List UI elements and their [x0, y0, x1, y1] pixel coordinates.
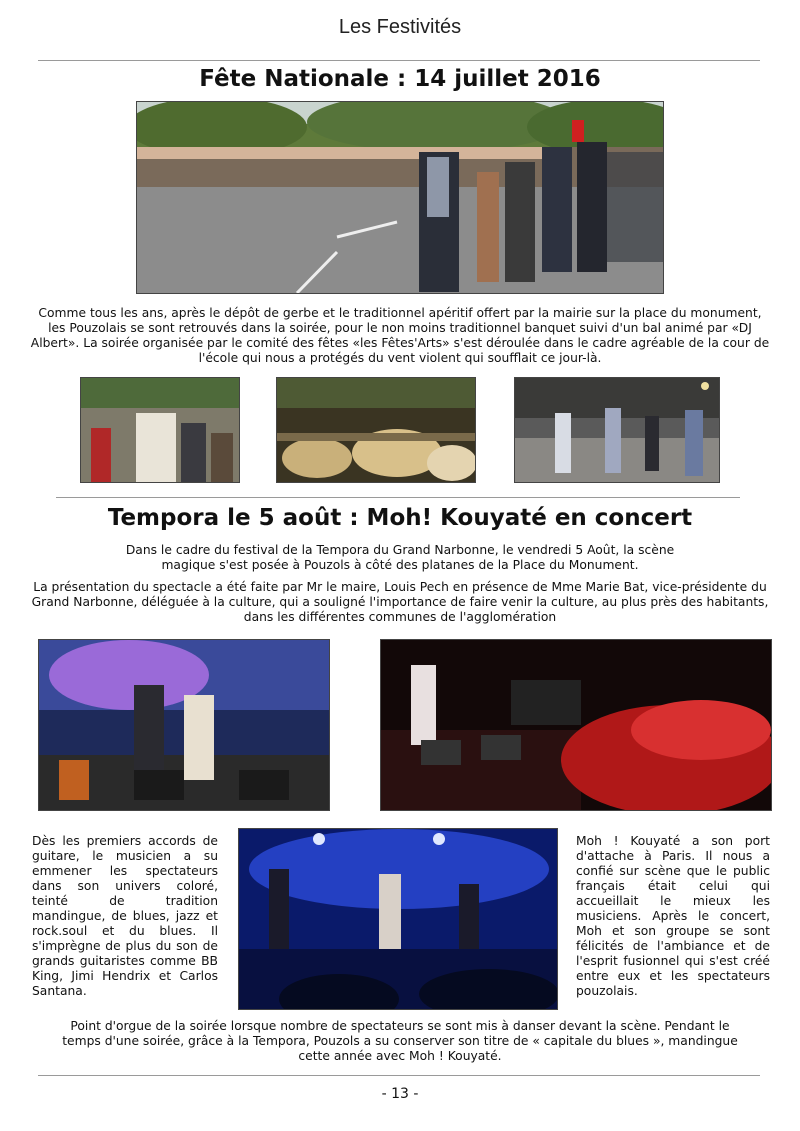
- section2-left-text: Dès les premiers accords de guitare, le musicien a su emmener les spectateurs dans son univers coloré, teinté de tradition mandingue, de blues, jazz et rock.soul et du blues. Il s'imprègne de plus du son de grands guitaristes comme BB King, Jimi Hendrix et Carlos Santana.: [32, 834, 218, 998]
- photo-stage-speech: [38, 639, 330, 811]
- section-title-tempora: Tempora le 5 août : Moh! Kouyaté en concert: [107, 505, 693, 531]
- section2-right-text: Moh ! Kouyaté a son port d'attache à Paris. Il nous a confié sur scène que le public français était celui qui accueillait le mieux les musiciens. Après le concert, Moh et son groupe se sont félicités de l'ambiance et de l'esprit fusionnel qui s'est créé entre eux et les spectateurs pouzolais.: [576, 834, 770, 998]
- section2-presentation: La présentation du spectacle a été faite par Mr le maire, Louis Pech en présence de Mme Marie Bat, vice-présidente du Grand Narbonne, déléguée à la culture, qui a souligné l'importance de faire venir la culture, au plus près des habitants, dans les différentes communes de l'agglomération: [31, 580, 769, 624]
- photo-banquet-night: [276, 377, 476, 483]
- photo-ceremony-monument: [136, 101, 664, 294]
- section1-paragraph: Comme tous les ans, après le dépôt de gerbe et le traditionnel apéritif offert par la mairie sur la place du monument, les Pouzolais se sont retrouvés dans la soirée, pour le non moins traditionnel banquet suivi d'un bal animé par «DJ Albert». La soirée organisée par le comité des fêtes «les Fêtes'Arts» s'est déroulée dans le cadre agréable de la cour de l'école qui nous a protégés du vent violent qui soufflait ce jour-là.: [30, 306, 770, 365]
- photo-banquet-tables: [80, 377, 240, 483]
- section2-closing: Point d'orgue de la soirée lorsque nombre de spectateurs se sont mis à danser devant la scène. Pendant le temps d'une soirée, grâce à la Tempora, Pouzols a su conserver son titre de « capitale du blues », mandingue cette année avec Moh ! Kouyaté.: [62, 1019, 738, 1063]
- section2-intro: Dans le cadre du festival de la Tempora du Grand Narbonne, le vendredi 5 Août, la scène magique s'est posée à Pouzols à côté des platanes de la Place du Monument.: [125, 543, 675, 572]
- photo-concert-audience: [380, 639, 772, 811]
- header-divider: [38, 60, 760, 61]
- section-title-fete-nationale: Fête Nationale : 14 juillet 2016: [199, 66, 601, 92]
- photo-band-blue-stage: [238, 828, 558, 1010]
- footer-divider: [38, 1075, 760, 1076]
- page-header-title: Les Festivités: [338, 16, 462, 38]
- photo-bal-dancing: [514, 377, 720, 483]
- section-divider: [56, 497, 740, 498]
- page-number: - 13 -: [381, 1086, 419, 1102]
